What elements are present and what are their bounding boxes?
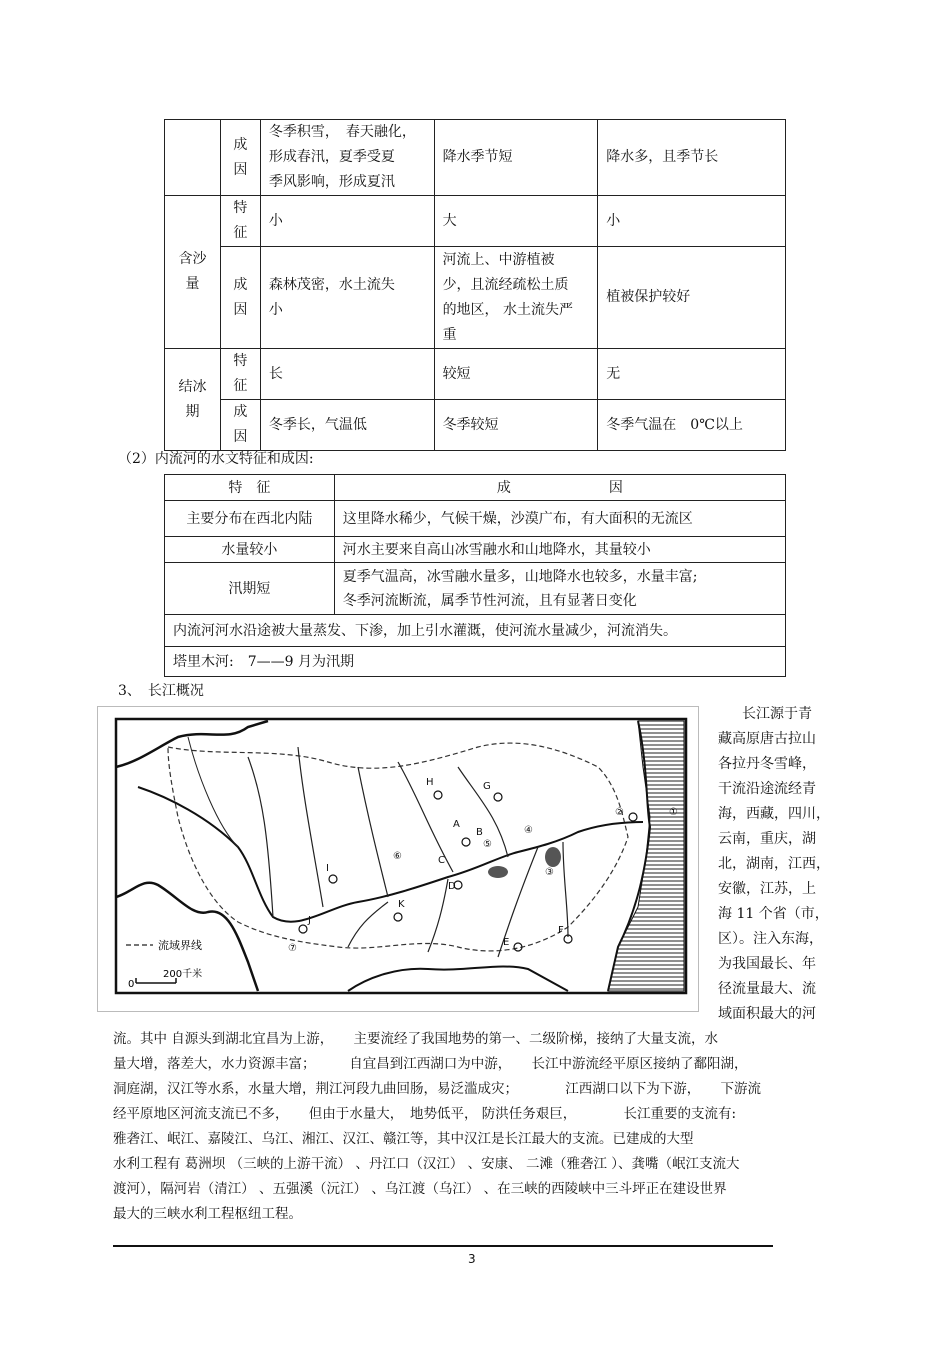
map-label: ③ <box>545 867 554 878</box>
page-number: 3 <box>468 1252 476 1266</box>
dam-marker <box>329 875 337 883</box>
cause-cell: 河水主要来自高山冰雪融水和山地降水，其量较小 <box>334 537 785 563</box>
body-line: 渡河），隔河岩（清江） 、五强溪（沅江） 、乌江渡（乌江） 、在三峡的西陵峡中三斗坪正在建设世界 <box>113 1181 727 1197</box>
map-label: ④ <box>524 825 533 836</box>
cell: 无 <box>598 349 786 400</box>
cell: 长 <box>260 349 434 400</box>
empty-cell <box>165 120 221 196</box>
feature-cell: 汛期短 <box>165 563 335 615</box>
tributary <box>188 737 238 847</box>
map-label: ⑦ <box>288 943 297 954</box>
cell: 冬季长，气温低 <box>260 400 434 451</box>
attr-cause: 成 因 <box>220 400 260 451</box>
body-line: 最大的三峡水利工程枢纽工程。 <box>113 1206 302 1222</box>
row-label-freeze: 结冰 期 <box>165 349 221 451</box>
map-label: J <box>308 915 311 926</box>
cell: 小 <box>598 196 786 247</box>
cell: 森林茂密，水土流失 小 <box>260 247 434 349</box>
cell: 冬季较短 <box>434 400 598 451</box>
body-line: 水利工程有 葛洲坝 （三峡的上游干流） 、丹江口（汉江） 、安康、 二滩（雅砻江 ）、龚嘴（岷江支流大 <box>113 1156 740 1172</box>
cause-cell: 夏季气温高，冰雪融水量多，山地降水也较多，水量丰富; 冬季河流断流，属季节性河流，且有显著日变化 <box>334 563 785 615</box>
cell: 植被保护较好 <box>598 247 786 349</box>
inland-river-table <box>164 474 786 677</box>
map-label: ② <box>615 807 624 818</box>
side-line: 海 11 个省（市， <box>718 906 829 922</box>
attr-cause: 成 因 <box>220 120 260 196</box>
border-line <box>116 721 268 767</box>
cell: 较短 <box>434 349 598 400</box>
body-line: 经平原地区河流支流已不多， 但由于水量大， 地势低平， 防洪任务艰巨， 长江重要的支流有: <box>113 1106 737 1122</box>
full-row: 内流河河水沿途被大量蒸发、下渗，加上引水灌溉，使河流水量减少，河流消失。 <box>165 615 786 647</box>
side-line: 各拉丹冬雪峰， <box>718 756 816 772</box>
feature-cell: 主要分布在西北内陆 <box>165 501 335 537</box>
dam-marker <box>494 793 502 801</box>
map-label: ⑥ <box>393 851 402 862</box>
side-text <box>718 702 838 1027</box>
tributary <box>428 879 448 952</box>
map-label: G <box>483 781 491 792</box>
attr-feature: 特 征 <box>220 196 260 247</box>
map-label: F <box>558 925 564 936</box>
dam-marker <box>299 925 307 933</box>
lake <box>545 847 561 867</box>
border-line <box>348 966 568 991</box>
map-label: D <box>448 881 456 892</box>
side-line: 藏高原唐古拉山 <box>718 731 816 747</box>
scale-label: 200千米 <box>163 969 203 980</box>
side-line: 长江源于青 <box>742 706 812 722</box>
side-line: 干流沿途流经青 <box>718 781 816 797</box>
row-label-sediment: 含沙 量 <box>165 196 221 349</box>
attr-cause: 成 因 <box>220 247 260 349</box>
map-drawing <box>98 707 698 1011</box>
body-line: 雅砻江、岷江、嘉陵江、乌江、湘江、汉江、赣江等，其中汉江是长江最大的支流。已建成的大型 <box>113 1131 694 1147</box>
map-label: K <box>398 899 405 910</box>
full-row: 塔里木河: 7——9 月为汛期 <box>165 647 786 677</box>
side-line: 云南，重庆，湖 <box>718 831 816 847</box>
legend-label: 流域界线 <box>158 939 202 952</box>
dam-marker <box>434 791 442 799</box>
side-line: 北，湖南，江西， <box>718 856 830 872</box>
map-label: B <box>476 827 483 838</box>
tributary <box>348 902 388 947</box>
side-line: 海，西藏，四川， <box>718 806 830 822</box>
tributary <box>563 842 568 937</box>
map-label: E <box>503 937 510 948</box>
section-3-title: 3、 长江概况 <box>118 683 204 699</box>
header-feature: 特 征 <box>165 475 335 501</box>
tributary <box>298 747 323 907</box>
map-label: ⑤ <box>483 839 492 850</box>
map-label: ① <box>669 807 678 818</box>
map-label: I <box>326 863 329 874</box>
feature-cell: 水量较小 <box>165 537 335 563</box>
attr-feature: 特 征 <box>220 349 260 400</box>
header-cause: 成 因 <box>334 475 785 501</box>
cell: 降水多，且季节长 <box>598 120 786 196</box>
body-line: 量大增，落差大，水力资源丰富； 自宜昌到江西湖口为中游， 长江中游流经平原区接纳了鄱阳湖， <box>113 1056 748 1072</box>
section-2-title: （2）内流河的水文特征和成因: <box>118 451 314 467</box>
yangtze-paragraph <box>113 1027 843 1227</box>
side-line: 安徽，江苏，上 <box>718 881 816 897</box>
dam-marker <box>394 913 402 921</box>
scale-zero: 0 <box>128 979 135 990</box>
side-line: 为我国最长、年 <box>718 956 816 972</box>
cell: 大 <box>434 196 598 247</box>
outflow-river-table <box>164 119 786 451</box>
side-line: 域面积最大的河 <box>718 1006 816 1022</box>
yangtze-river <box>138 787 643 922</box>
body-line: 洞庭湖，汉江等水系，水量大增，荆江河段九曲回肠，易泛滥成灾； 江西湖口以下为下游， 下游流 <box>113 1081 761 1097</box>
body-line: 流。其中 自源头到湖北宜昌为上游， 主要流经了我国地势的第一、二级阶梯，接纳了大量支流，水 <box>113 1031 719 1047</box>
dam-marker <box>462 838 470 846</box>
cell: 降水季节短 <box>434 120 598 196</box>
map-label: C <box>438 855 445 866</box>
side-line: 区）。注入东海， <box>718 931 823 947</box>
tributary <box>358 767 388 897</box>
lake <box>488 866 508 878</box>
footer-rule <box>113 1245 773 1247</box>
dam-marker <box>629 813 637 821</box>
yangtze-basin-map <box>97 706 699 1012</box>
cause-cell: 这里降水稀少，气候干燥，沙漠广布，有大面积的无流区 <box>334 501 785 537</box>
cell: 冬季积雪， 春天融化， 形成春汛，夏季受夏 季风影响，形成夏汛 <box>260 120 434 196</box>
cell: 河流上、中游植被 少，且流经疏松土质 的地区， 水土流失严 重 <box>434 247 598 349</box>
cell: 冬季气温在 0℃以上 <box>598 400 786 451</box>
cell: 小 <box>260 196 434 247</box>
map-label: A <box>453 819 460 830</box>
map-label: H <box>426 777 434 788</box>
side-line: 径流量最大、流 <box>718 981 816 997</box>
